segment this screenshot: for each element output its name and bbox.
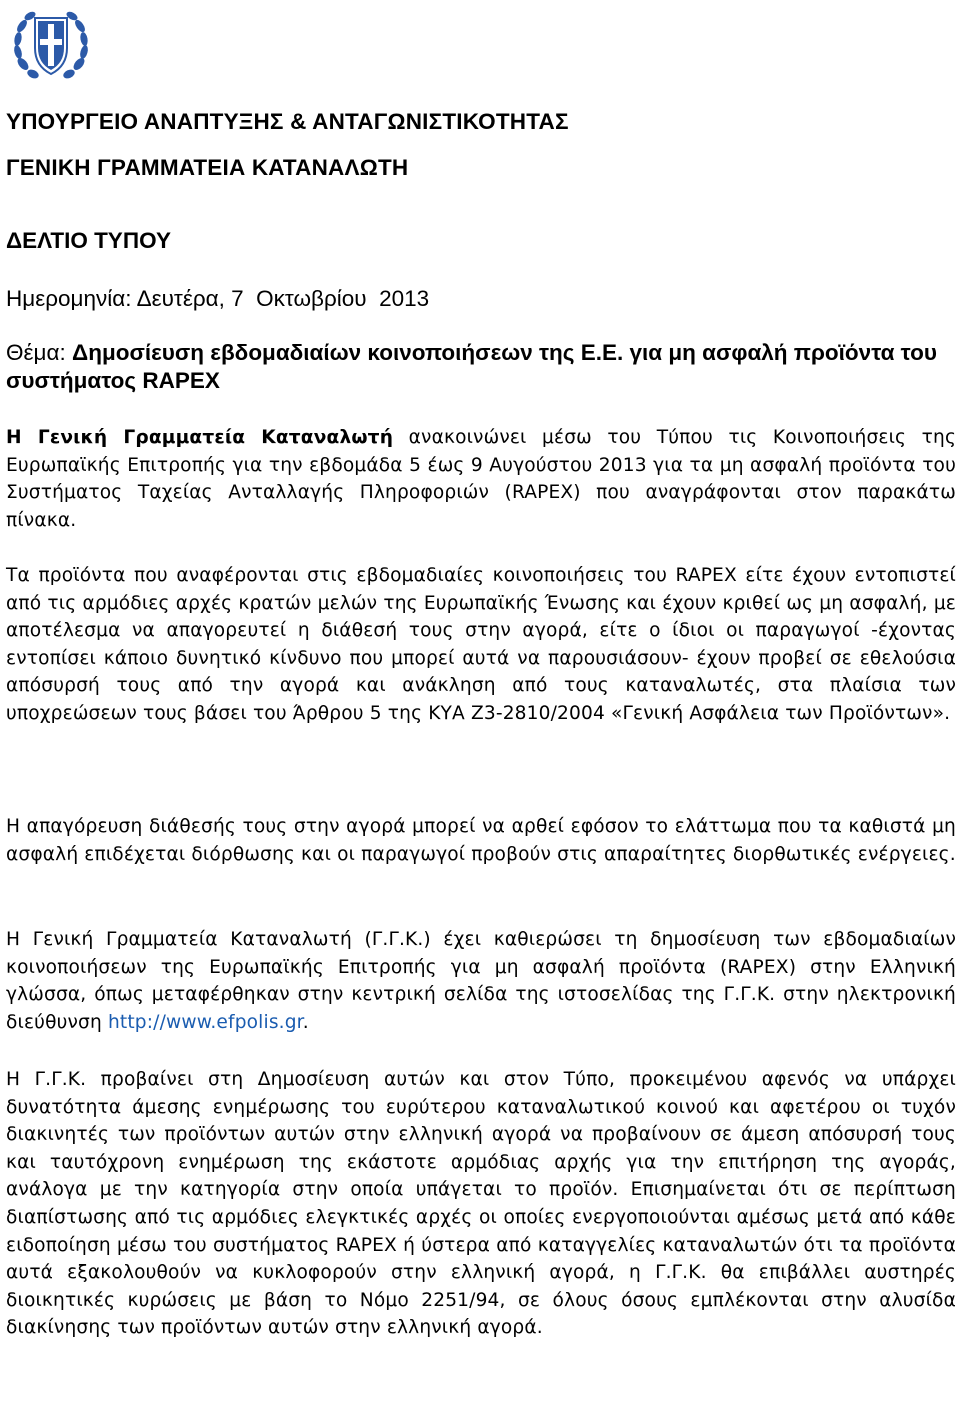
- date-value: Δευτέρα, 7 Οκτωβρίου 2013: [136, 286, 430, 311]
- paragraph-products: Τα προϊόντα που αναφέρονται στις εβδομαδιαίες κοινοποιήσεις του RAPEX είτε έχουν εντοπιστεί από τις αρμόδιες αρχές κρατών μελών της Ευρωπαϊκής Ένωσης και έχουν κριθεί ως μη ασφαλή, με αποτέλεσμα να απαγορευτεί η διάθεσή τους στην αγορά, είτε ο ίδιοι οι παραγωγοί -έχοντας εντοπίσει κάποιο δυνητικό κίνδυνο που μπορεί αυτά να παρουσιάσουν- έχουν προβεί σε εθελούσια απόσυρσή τους από την αγορά και ανάκληση από τους καταναλωτές, στα πλαίσια των υποχρεώσεων τους βάσει του Άρθρου 5 της ΚΥΑ Ζ3-2810/2004 «Γενική Ασφάλεια των Προϊόντων».: [6, 565, 956, 724]
- paragraph-enforcement: Η Γ.Γ.Κ. προβαίνει στη Δημοσίευση αυτών και στον Τύπο, προκειμένου αφενός να υπάρχει δυνατότητα άμεσης ενημέρωσης του ευρύτερου καταναλωτικού κοινού και αφετέρου οι τυχόν διακινητές των προϊόντων αυτών στην ελληνική αγορά να προβαίνουν σε άμεση απόσυρσή τους και ταυτόχρονη ενημέρωση της εκάστοτε αρμόδιας αρχής για την επιτήρηση της αγοράς, ανάλογα με την κατηγορία στην οποία υπάγεται το προϊόν. Επισημαίνεται ότι σε περίπτωση διαπίστωσης από τις αρμόδιες ελεγκτικές αρχές οι οποίες ενεργοποιούνται αμέσως μετά από κάθε ειδοποίηση μέσω του συστήματος RAPEX ή ύστερα από καταγγελίες καταναλωτών ότι τα προϊόντα αυτά εξακολουθούν να κυκλοφορούν στην ελληνική αγορά, η Γ.Γ.Κ. θα επιβάλλει αυστηρές διοικητικές κυρώσεις με βάση το Νόμο 2251/94, σε όλους όσους εμπλέκονται στην αλυσίδα διακίνησης των προϊόντων αυτών στην ελληνική αγορά.: [6, 1069, 956, 1339]
- date-line: [6, 282, 429, 316]
- paragraph-announcement: [6, 424, 956, 534]
- paragraph-publication-end: .: [302, 1011, 309, 1033]
- press-release-title: ΔΕΛΤΙΟ ΤΥΠΟΥ: [6, 228, 171, 253]
- paragraph-publication-text: Η Γενική Γραμματεία Καταναλωτή (Γ.Γ.Κ.) έχει καθιερώσει τη δημοσίευση των εβδομαδιαίων κοινοποιήσεων της Ευρωπαϊκής Επιτροπής για μη ασφαλή προϊόντα (RAPEX) στην Ελληνική γλώσσα, όπως μεταφέρθηκαν στην κεντρική σελίδα της ιστοσελίδας της Γ.Γ.Κ. στην ηλεκτρονική διεύθυνση: [6, 929, 956, 1033]
- ministry-name: ΥΠΟΥΡΓΕΙΟ ΑΝΑΠΤΥΞΗΣ & ΑΝΤΑΓΩΝΙΣΤΙΚΟΤΗΤΑΣ: [6, 109, 569, 134]
- secretariat-name: ΓΕΝΙΚΗ ΓΡΑΜΜΑΤΕΙΑ ΚΑΤΑΝΑΛΩΤΗ: [6, 155, 409, 180]
- paragraph-announcement-lead: Η Γενική Γραμματεία Καταναλωτή: [6, 427, 394, 448]
- date-label: Ημερομηνία:: [6, 286, 132, 311]
- paragraph-ban-lift: Η απαγόρευση διάθεσής τους στην αγορά μπορεί να αρθεί εφόσον το ελάττωμα που τα καθιστά μη ασφαλή επιδέχεται διόρθωσης και οι παραγωγοί προβούν στις απαραίτητες διορθωτικές ενέργειες.: [6, 816, 956, 865]
- greek-coat-of-arms-icon: [11, 4, 91, 84]
- subject-text: Δημοσίευση εβδομαδιαίων κοινοποιήσεων της Ε.Ε. για μη ασφαλή προϊόντα του συστήματος RAPEX: [6, 340, 937, 393]
- ministry-heading: [6, 99, 569, 191]
- efpolis-link[interactable]: http://www.efpolis.gr: [107, 1011, 303, 1033]
- subject-line: [6, 339, 956, 395]
- subject-label: Θέμα:: [6, 340, 66, 365]
- paragraph-publication: [6, 926, 956, 1036]
- paragraph-announcement-text: ανακοινώνει μέσω του Τύπου τις Κοινοποιήσεις της Ευρωπαϊκής Επιτροπής για την εβδομάδα 5 έως 9 Αυγούστου 2013 για τα μη ασφαλή προϊόντα του Συστήματος Ταχείας Ανταλλαγής Πληροφοριών (RAPEX) που αναγράφονται στον παρακάτω πίνακα.: [6, 427, 957, 531]
